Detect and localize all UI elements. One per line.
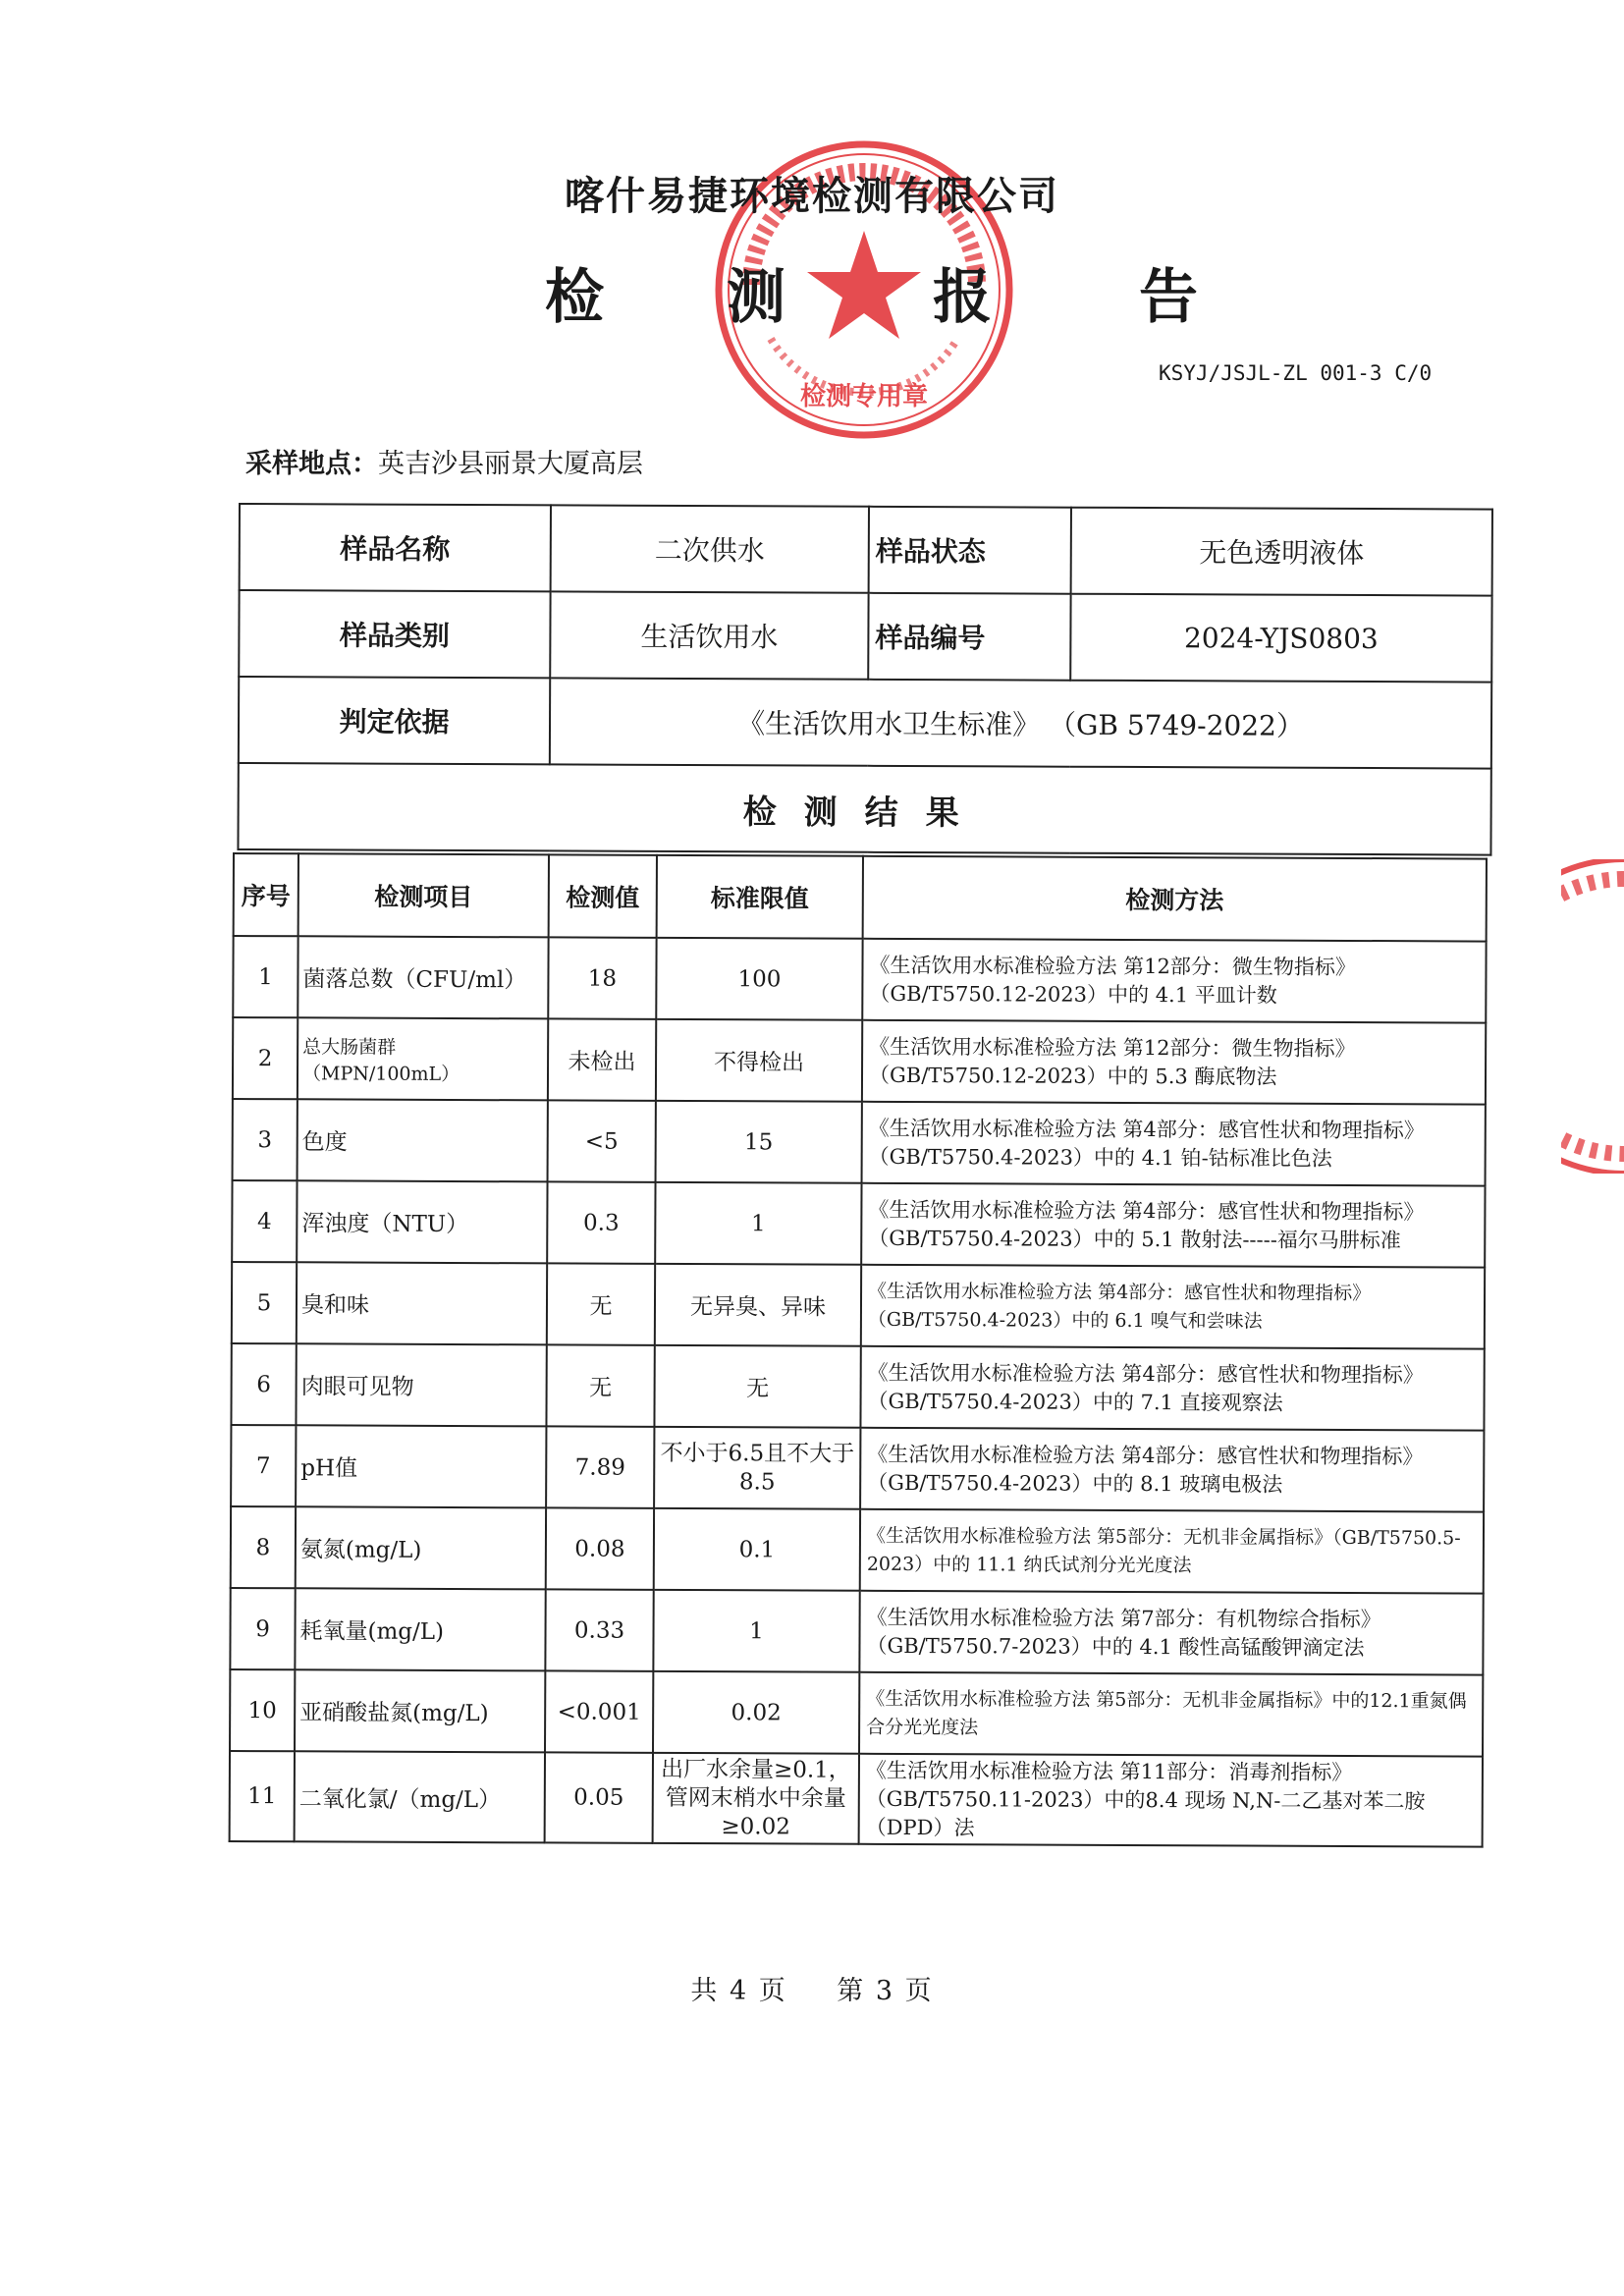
- sample-info-row: [239, 590, 1491, 683]
- sample-state-label: 样品状态: [869, 507, 1071, 594]
- title-char: 测: [727, 263, 785, 332]
- stamp-text: 检测专用章: [799, 382, 929, 411]
- col-header-value: 检测值: [549, 854, 657, 937]
- row-item: 臭和味: [297, 1262, 547, 1344]
- row-limit: 不小于6.5且不大于8.5: [654, 1427, 860, 1509]
- row-limit: 无: [654, 1345, 860, 1428]
- sampling-location: [245, 442, 643, 480]
- table-row: [233, 1099, 1486, 1186]
- results-table: [229, 852, 1488, 1848]
- row-value: 7.89: [546, 1426, 654, 1507]
- row-no: 11: [230, 1751, 295, 1841]
- row-limit: 0.1: [654, 1508, 860, 1591]
- row-method: 《生活饮用水标准检验方法 第12部分：微生物指标》（GB/T5750.12-2023）中的 5.3 酶底物法: [862, 1020, 1486, 1105]
- row-item: 耗氧量(mg/L): [295, 1588, 545, 1670]
- row-item: 肉眼可见物: [296, 1343, 546, 1426]
- sampling-location-value: 英吉沙县丽景大厦高层: [378, 449, 643, 479]
- row-value: <5: [548, 1100, 656, 1181]
- row-item: 亚硝酸盐氮(mg/L): [295, 1669, 545, 1752]
- row-no: 1: [233, 936, 298, 1017]
- title-char: 检: [545, 263, 604, 332]
- row-method: 《生活饮用水标准检验方法 第4部分：感官性状和物理指标》（GB/T5750.4-2023）中的 6.1 嗅气和尝味法: [861, 1265, 1485, 1349]
- row-method: 《生活饮用水标准检验方法 第4部分：感官性状和物理指标》（GB/T5750.4-2023）中的 8.1 玻璃电极法: [860, 1428, 1484, 1512]
- sample-state-value: 无色透明液体: [1071, 508, 1492, 596]
- row-limit: 15: [656, 1101, 862, 1183]
- current-page: 第 3 页: [837, 1976, 934, 2006]
- row-method: 《生活饮用水标准检验方法 第12部分：微生物指标》（GB/T5750.12-2023）中的 4.1 平皿计数: [862, 939, 1486, 1023]
- table-row: [231, 1343, 1484, 1431]
- results-section-title: 检测结果: [238, 763, 1490, 855]
- row-method: 《生活饮用水标准检验方法 第7部分：有机物综合指标》（GB/T5750.7-2023）中的 4.1 酸性高锰酸钾滴定法: [859, 1591, 1483, 1675]
- row-item: pH值: [296, 1425, 546, 1507]
- title-char: 报: [933, 263, 992, 332]
- row-item: 色度: [298, 1099, 548, 1181]
- row-limit: 1: [653, 1590, 859, 1672]
- sampling-location-label: 采样地点：: [245, 449, 378, 479]
- table-row: [230, 1669, 1483, 1757]
- sample-info-row: [240, 504, 1492, 596]
- basis-label: 判定依据: [239, 677, 550, 764]
- col-header-method: 检测方法: [863, 856, 1487, 942]
- row-method: 《生活饮用水标准检验方法 第5部分：无机非金属指标》（GB/T5750.5-2023）中的 11.1 纳氏试剂分光光度法: [860, 1509, 1484, 1594]
- table-row: [232, 1262, 1485, 1349]
- sample-id-value: 2024-YJS0803: [1070, 594, 1491, 683]
- row-limit: 不得检出: [656, 1019, 862, 1102]
- row-item: 浑浊度（NTU）: [297, 1180, 547, 1263]
- basis-value: 《生活饮用水卫生标准》 （GB 5749-2022）: [550, 678, 1491, 768]
- row-limit: 出厂水余量≥0.1，管网末梢水中余量≥0.02: [653, 1753, 859, 1844]
- row-method: 《生活饮用水标准检验方法 第5部分：无机非金属指标》中的12.1重氮偶合分光光度法: [859, 1672, 1483, 1757]
- row-value: <0.001: [545, 1670, 653, 1752]
- row-value: 18: [548, 937, 656, 1018]
- sample-info-table: [237, 503, 1493, 856]
- results-section-row: [238, 763, 1490, 855]
- sample-info-row: [239, 677, 1491, 769]
- table-row: [231, 1506, 1484, 1594]
- row-item: 总大肠菌群（MPN/100mL）: [298, 1017, 548, 1100]
- sample-type-value: 生活饮用水: [550, 591, 868, 679]
- row-value: 0.33: [545, 1589, 653, 1670]
- col-header-limit: 标准限值: [657, 855, 863, 939]
- row-limit: 1: [655, 1182, 861, 1265]
- sample-type-label: 样品类别: [239, 590, 550, 678]
- row-no: 7: [231, 1425, 296, 1506]
- row-value: 0.05: [545, 1752, 653, 1842]
- col-header-no: 序号: [234, 853, 298, 936]
- sample-id-label: 样品编号: [868, 593, 1070, 681]
- row-no: 9: [230, 1588, 295, 1669]
- report-title: [530, 250, 1218, 332]
- row-limit: 0.02: [653, 1671, 859, 1754]
- table-row: [231, 1425, 1484, 1512]
- company-name: 喀什易捷环境检测有限公司: [565, 174, 1059, 219]
- row-limit: 100: [656, 938, 862, 1020]
- edge-seal-fragment: [1561, 859, 1624, 1174]
- row-no: 8: [231, 1506, 296, 1588]
- row-no: 10: [230, 1669, 295, 1751]
- row-item: 菌落总数（CFU/ml）: [298, 936, 548, 1018]
- row-item: 氨氮(mg/L): [296, 1506, 546, 1589]
- sample-name-value: 二次供水: [551, 505, 869, 592]
- row-no: 4: [232, 1180, 297, 1262]
- row-value: 无: [546, 1344, 654, 1426]
- table-row: [232, 1180, 1485, 1268]
- table-row: [233, 1017, 1486, 1105]
- total-pages: 共 4 页: [690, 1976, 787, 2006]
- row-value: 未检出: [548, 1018, 656, 1100]
- row-no: 5: [232, 1262, 297, 1343]
- row-value: 0.3: [547, 1181, 655, 1263]
- row-no: 6: [231, 1343, 296, 1425]
- row-no: 3: [233, 1099, 298, 1180]
- sample-name-label: 样品名称: [240, 504, 551, 591]
- row-item: 二氧化氯/（mg/L）: [295, 1751, 545, 1842]
- row-limit: 无异臭、异味: [655, 1264, 861, 1346]
- row-value: 0.08: [546, 1507, 654, 1589]
- row-method: 《生活饮用水标准检验方法 第4部分：感官性状和物理指标》（GB/T5750.4-2023）中的 4.1 铂-钴标准比色法: [862, 1102, 1486, 1186]
- row-value: 无: [547, 1263, 655, 1344]
- row-method: 《生活饮用水标准检验方法 第11部分：消毒剂指标》（GB/T5750.11-2023）中的8.4 现场 N,N-二乙基对苯二胺（DPD）法: [859, 1754, 1483, 1847]
- title-char: 告: [1139, 263, 1198, 332]
- table-row: [230, 1751, 1483, 1847]
- document-code: KSYJ/JSJL-ZL 001-3 C/0: [1159, 361, 1433, 385]
- table-row: [233, 936, 1486, 1023]
- row-method: 《生活饮用水标准检验方法 第4部分：感官性状和物理指标》（GB/T5750.4-2023）中的 7.1 直接观察法: [860, 1346, 1484, 1431]
- table-row: [230, 1588, 1483, 1675]
- row-no: 2: [233, 1017, 298, 1099]
- row-method: 《生活饮用水标准检验方法 第4部分：感官性状和物理指标》（GB/T5750.4-2023）中的 5.1 散射法-----福尔马肼标准: [861, 1183, 1485, 1268]
- page-footer: [0, 1969, 1624, 2007]
- results-header-row: [234, 853, 1487, 942]
- col-header-item: 检测项目: [298, 853, 549, 937]
